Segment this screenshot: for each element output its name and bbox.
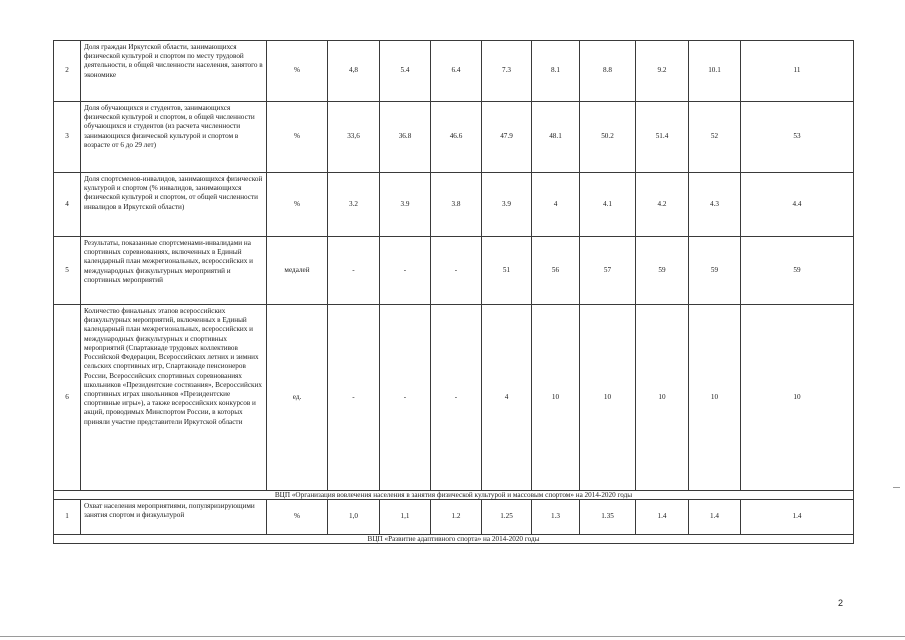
value-cell: - <box>328 237 380 305</box>
value-cell: 4 <box>482 305 532 491</box>
value-cell: 36.8 <box>380 102 431 173</box>
value-cell: 4.1 <box>580 173 636 237</box>
value-cell: 10.1 <box>689 41 741 102</box>
section-header-row <box>54 491 854 500</box>
row-number: 5 <box>54 237 81 305</box>
value-cell: 11 <box>741 41 854 102</box>
value-cell: 4.2 <box>636 173 689 237</box>
value-cell: 1.4 <box>689 500 741 535</box>
indicator-description: Охват населения мероприятиями, популяризирующими занятия спортом и физкультурой <box>81 500 267 535</box>
section-title-2: ВЦП «Развитие адаптивного спорта» на 2014-2020 годы <box>54 535 854 544</box>
value-cell: 3.2 <box>328 173 380 237</box>
table-row <box>54 237 854 305</box>
indicator-description: Доля спортсменов-инвалидов, занимающихся физической культурой и спортом (% инвалидов, занимающихся физической культурой и спортом, от общей численности инвалидов в Иркутской области) <box>81 173 267 237</box>
unit-of-measure: % <box>267 41 328 102</box>
row-number: 3 <box>54 102 81 173</box>
margin-mark <box>893 487 900 488</box>
value-cell: 10 <box>689 305 741 491</box>
row-number: 6 <box>54 305 81 491</box>
value-cell: 8.1 <box>532 41 580 102</box>
value-cell: 59 <box>741 237 854 305</box>
unit-of-measure: % <box>267 173 328 237</box>
section-title-1: ВЦП «Организация вовлечения населения в занятия физической культурой и массовым спортом» на 2014-2020 годы <box>54 491 854 500</box>
section-header-row <box>54 535 854 544</box>
value-cell: 4.3 <box>689 173 741 237</box>
bottom-edge-line <box>0 636 905 637</box>
value-cell: 10 <box>636 305 689 491</box>
table-row <box>54 102 854 173</box>
value-cell: 1.2 <box>431 500 482 535</box>
value-cell: 59 <box>689 237 741 305</box>
value-cell: 10 <box>580 305 636 491</box>
indicator-description: Результаты, показанные спортсменами-инвалидами на спортивных соревнованиях, включенных в Единый календарный план межрегиональных, всероссийских и международных физкультурных мероприятий и спортивных мероприятий <box>81 237 267 305</box>
value-cell: - <box>380 237 431 305</box>
indicator-description: Количество финальных этапов всероссийских физкультурных мероприятий, включенных в Единый календарный план межрегиональных, всероссийских и международных физкультурных и спортивных мероприятий (Спартакиаде трудовых коллективов Российской Федерации, Всероссийских летних и зимних сельских спортивных игр, Спартакиаде пенсионеров России, Всероссийских спортивных соревнованиях школьников «Президентские состязания», Всероссийских спортивных играх школьников «Президентские спортивные игры»), а также всероссийских конкурсов и акций, проводимых Минспортом России, в которых приняли участие представители Иркутской области <box>81 305 267 491</box>
value-cell: 3.9 <box>482 173 532 237</box>
row-number: 2 <box>54 41 81 102</box>
table-row <box>54 500 854 535</box>
value-cell: - <box>431 237 482 305</box>
value-cell: 10 <box>741 305 854 491</box>
value-cell: 57 <box>580 237 636 305</box>
value-cell: 47.9 <box>482 102 532 173</box>
unit-of-measure: % <box>267 102 328 173</box>
unit-of-measure: ед. <box>267 305 328 491</box>
indicator-description: Доля граждан Иркутской области, занимающихся физической культурой и спортом по месту трудовой деятельности, в общей численности населения, занятого в экономике <box>81 41 267 102</box>
value-cell: 5.4 <box>380 41 431 102</box>
value-cell: 1,0 <box>328 500 380 535</box>
value-cell: 50.2 <box>580 102 636 173</box>
value-cell: - <box>380 305 431 491</box>
row-number: 4 <box>54 173 81 237</box>
unit-of-measure: медалей <box>267 237 328 305</box>
value-cell: 6.4 <box>431 41 482 102</box>
value-cell: 48.1 <box>532 102 580 173</box>
value-cell: 59 <box>636 237 689 305</box>
indicator-description: Доля обучающихся и студентов, занимающихся физической культурой и спортом, в общей численности обучающихся и студентов (из расчета численности занимающихся физической культурой и спортом в возрасте от 6 до 29 лет) <box>81 102 267 173</box>
value-cell: 33,6 <box>328 102 380 173</box>
value-cell: - <box>431 305 482 491</box>
indicators-table <box>53 40 854 544</box>
table-row <box>54 305 854 491</box>
table-body-section-1 <box>54 500 854 535</box>
value-cell: 9.2 <box>636 41 689 102</box>
page-number: 2 <box>838 598 844 608</box>
table-row <box>54 41 854 102</box>
value-cell: 53 <box>741 102 854 173</box>
value-cell: 4.4 <box>741 173 854 237</box>
table-body-top <box>54 41 854 491</box>
value-cell: 56 <box>532 237 580 305</box>
value-cell: 51.4 <box>636 102 689 173</box>
value-cell: 46.6 <box>431 102 482 173</box>
value-cell: 4 <box>532 173 580 237</box>
value-cell: 7.3 <box>482 41 532 102</box>
value-cell: 1.4 <box>636 500 689 535</box>
table-row <box>54 173 854 237</box>
value-cell: 3.9 <box>380 173 431 237</box>
value-cell: 1.25 <box>482 500 532 535</box>
value-cell: 1.4 <box>741 500 854 535</box>
value-cell: 3.8 <box>431 173 482 237</box>
value-cell: 8.8 <box>580 41 636 102</box>
value-cell: 1.35 <box>580 500 636 535</box>
value-cell: 10 <box>532 305 580 491</box>
row-number: 1 <box>54 500 81 535</box>
value-cell: 52 <box>689 102 741 173</box>
value-cell: 1,1 <box>380 500 431 535</box>
unit-of-measure: % <box>267 500 328 535</box>
value-cell: 4,8 <box>328 41 380 102</box>
value-cell: 51 <box>482 237 532 305</box>
value-cell: 1.3 <box>532 500 580 535</box>
value-cell: - <box>328 305 380 491</box>
